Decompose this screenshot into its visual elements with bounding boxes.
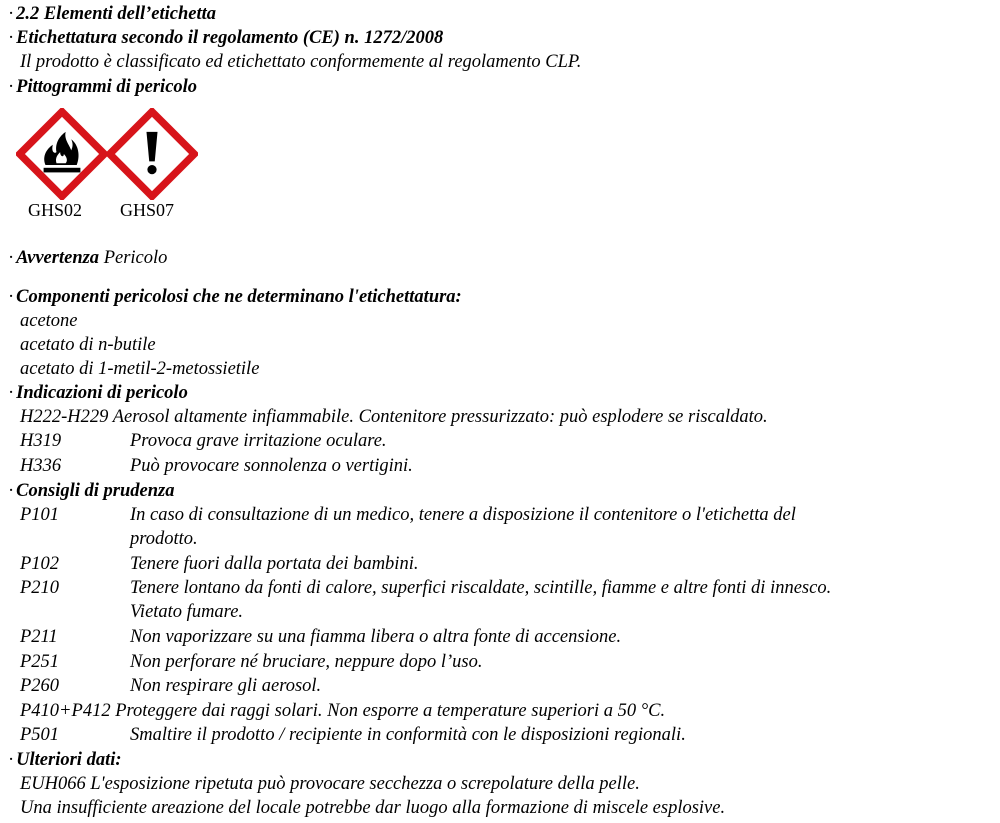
signal-word-row	[8, 247, 167, 269]
pictogram-label-ghs02: GHS02	[28, 200, 83, 220]
section-title	[8, 3, 216, 25]
hazard-text: Aerosol altamente infiammabile. Contenitore pressurizzato: può esplodere se riscaldato.	[112, 407, 768, 427]
further-heading	[8, 749, 122, 771]
pictograms-heading-text: Pittogrammi di pericolo	[16, 77, 198, 97]
exclamation-icon	[106, 108, 198, 200]
precaution-code: P260	[20, 676, 60, 696]
hazard-heading	[8, 382, 188, 404]
section-title-text: 2.2 Elementi dell’etichetta	[16, 4, 217, 24]
components-heading-text: Componenti pericolosi che ne determinano l'etichettatura:	[16, 287, 462, 307]
hazard-code: H319	[20, 431, 62, 451]
component-item: acetato di 1-metil-2-metossietile	[20, 359, 260, 379]
precaution-text-cont: prodotto.	[130, 529, 198, 549]
signal-word: Pericolo	[103, 248, 168, 268]
precaution-code: P210	[20, 578, 60, 598]
components-heading	[8, 286, 462, 308]
precaution-code: P251	[20, 652, 60, 672]
bullet: ·	[8, 750, 15, 770]
bullet: ·	[8, 4, 15, 24]
hazard-text: Può provocare sonnolenza o vertigini.	[130, 456, 413, 476]
bullet: ·	[8, 248, 15, 268]
bullet: ·	[8, 481, 15, 501]
precaution-text: Proteggere dai raggi solari. Non esporre a temperature superiori a 50 °C.	[115, 701, 666, 721]
pictogram-label-ghs07: GHS07	[120, 200, 175, 220]
hazard-code: H336	[20, 456, 62, 476]
component-item: acetone	[20, 311, 78, 331]
further-line: Una insufficiente areazione del locale potrebbe dar luogo alla formazione di miscele esplosive.	[20, 798, 726, 818]
further-heading-text: Ulteriori dati:	[16, 750, 122, 770]
precaution-code: P410+P412 Proteggere dai raggi solari. Non esporre a temperature superiori a 50 °C.	[20, 701, 666, 721]
precaution-text: In caso di consultazione di un medico, tenere a disposizione il contenitore o l'etichetta del	[130, 505, 796, 525]
labelling-heading-text: Etichettatura secondo il regolamento (CE) n. 1272/2008	[16, 28, 444, 48]
labelling-text: Il prodotto è classificato ed etichettato conformemente al regolamento CLP.	[20, 52, 582, 72]
hazard-heading-text: Indicazioni di pericolo	[16, 383, 188, 403]
precaution-text-cont: Vietato fumare.	[130, 602, 244, 622]
bullet: ·	[8, 287, 15, 307]
precaution-text: Smaltire il prodotto / recipiente in conformità con le disposizioni regionali.	[130, 725, 686, 745]
hazard-code: H222-H229 Aerosol altamente infiammabile. Contenitore pressurizzato: può esplodere se riscaldato.	[20, 407, 768, 427]
precaution-text: Non respirare gli aerosol.	[130, 676, 322, 696]
precaution-text: Non perforare né bruciare, neppure dopo l’uso.	[130, 652, 483, 672]
precaution-text: Non vaporizzare su una fiamma libera o altra fonte di accensione.	[130, 627, 622, 647]
precaution-heading-text: Consigli di prudenza	[16, 481, 175, 501]
pictograms-heading	[8, 76, 197, 98]
precaution-text: Tenere lontano da fonti di calore, superfici riscaldate, scintille, fiamme e altre fonti di innesco.	[130, 578, 832, 598]
bullet: ·	[8, 28, 15, 48]
bullet: ·	[8, 77, 15, 97]
hazard-text: Provoca grave irritazione oculare.	[130, 431, 387, 451]
precaution-code: P211	[20, 627, 58, 647]
bullet: ·	[8, 383, 15, 403]
labelling-heading	[8, 27, 443, 49]
precaution-heading	[8, 480, 175, 502]
component-item: acetato di n-butile	[20, 335, 156, 355]
flame-icon	[16, 108, 108, 200]
precaution-code: P101	[20, 505, 60, 525]
further-line: EUH066 L'esposizione ripetuta può provocare secchezza o screpolature della pelle.	[20, 774, 640, 794]
precaution-text: Tenere fuori dalla portata dei bambini.	[130, 554, 419, 574]
precaution-code: P102	[20, 554, 60, 574]
signal-label: Avvertenza	[16, 248, 100, 268]
precaution-code: P501	[20, 725, 60, 745]
